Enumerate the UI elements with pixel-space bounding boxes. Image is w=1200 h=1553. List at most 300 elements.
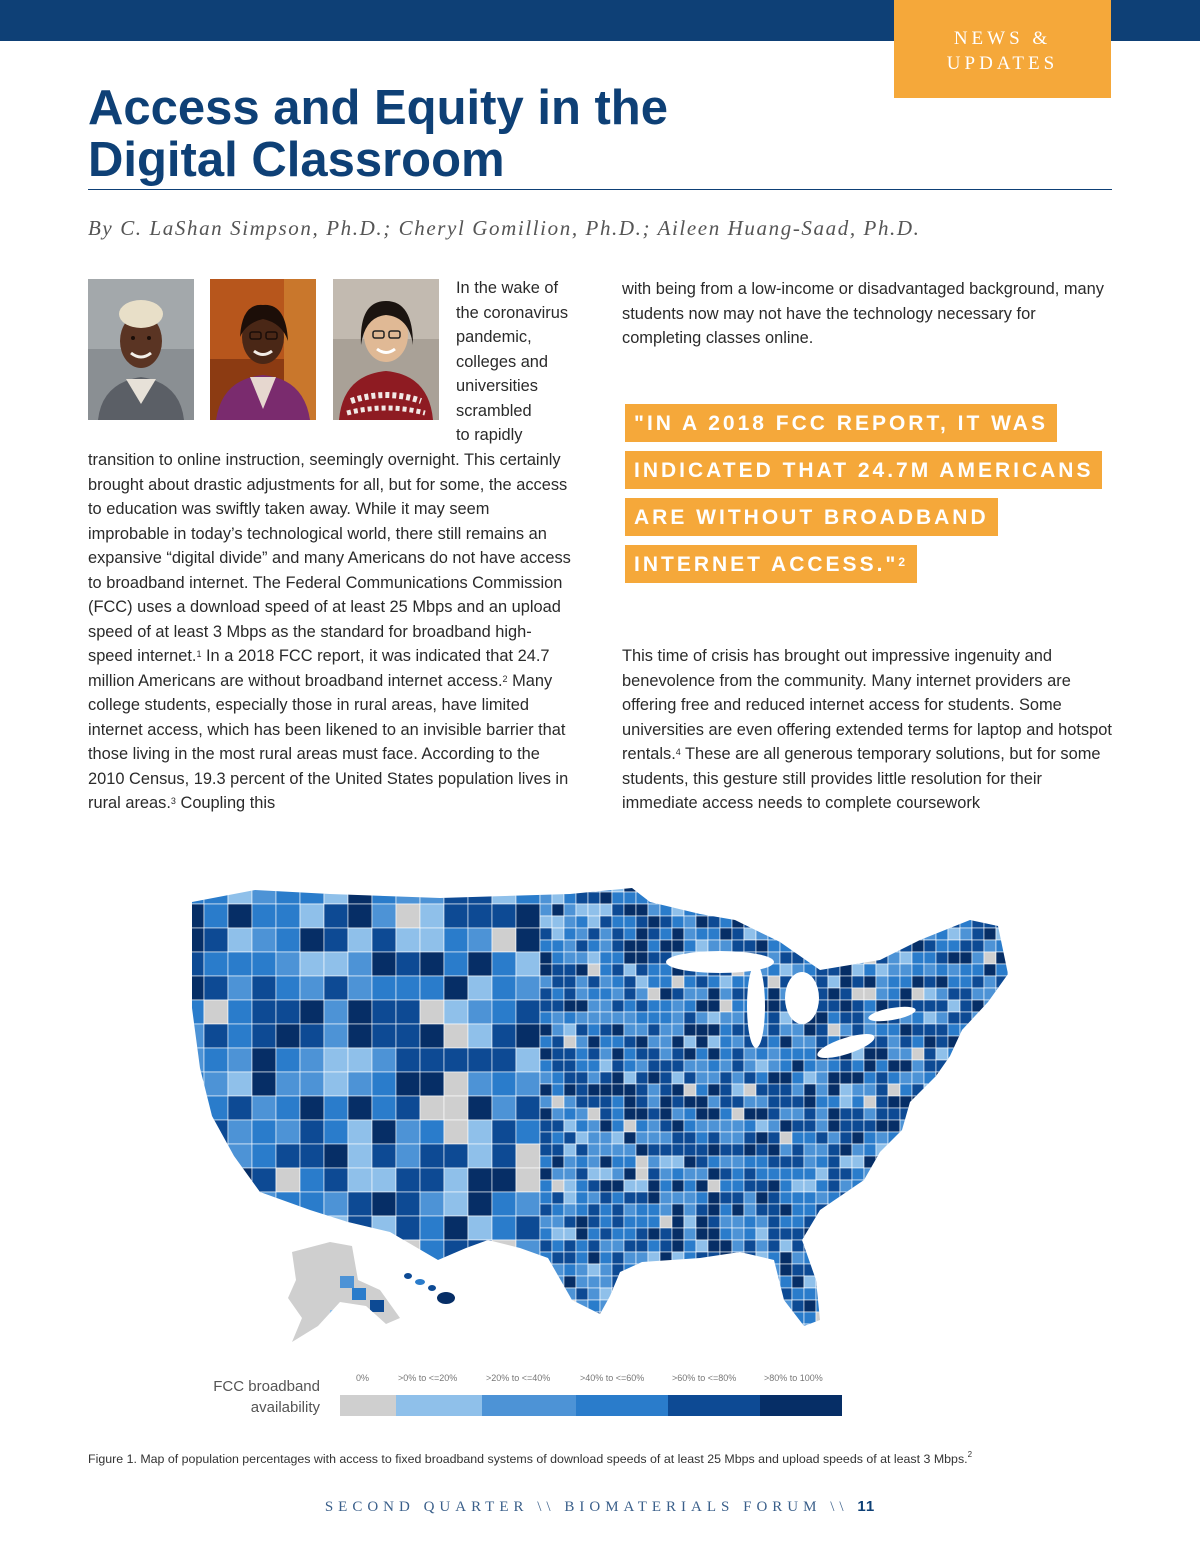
- county-tile: [352, 1288, 366, 1300]
- county-tile: [984, 1132, 996, 1144]
- county-tile: [936, 1288, 948, 1300]
- county-tile: [768, 1288, 780, 1300]
- county-tile: [840, 1108, 852, 1120]
- county-tile: [636, 1084, 648, 1096]
- county-tile: [1008, 1180, 1020, 1192]
- county-tile: [672, 880, 684, 892]
- county-tile: [636, 976, 648, 988]
- county-tile: [636, 1144, 648, 1156]
- county-tile: [696, 976, 708, 988]
- county-tile: [576, 1204, 588, 1216]
- county-tile: [900, 1264, 912, 1276]
- county-tile: [1008, 1288, 1020, 1300]
- county-tile: [996, 904, 1008, 916]
- county-tile: [900, 1168, 912, 1180]
- county-tile: [984, 1252, 996, 1264]
- county-tile: [708, 1168, 720, 1180]
- county-tile: [444, 952, 468, 976]
- county-tile: [756, 1060, 768, 1072]
- county-tile: [348, 1024, 372, 1048]
- county-tile: [840, 1168, 852, 1180]
- county-tile: [900, 880, 912, 892]
- county-tile: [744, 1048, 756, 1060]
- county-tile: [180, 1240, 204, 1264]
- county-tile: [612, 976, 624, 988]
- county-tile: [936, 1084, 948, 1096]
- county-tile: [300, 1168, 324, 1192]
- county-tile: [660, 1048, 672, 1060]
- county-tile: [1008, 976, 1020, 988]
- county-tile: [972, 1000, 984, 1012]
- county-tile: [924, 904, 936, 916]
- county-tile: [744, 1168, 756, 1180]
- county-tile: [984, 1108, 996, 1120]
- county-tile: [792, 1264, 804, 1276]
- county-tile: [924, 1288, 936, 1300]
- county-tile: [516, 1240, 540, 1264]
- county-tile: [624, 1348, 636, 1350]
- county-tile: [924, 880, 936, 892]
- county-tile: [816, 1288, 828, 1300]
- county-tile: [804, 1228, 816, 1240]
- county-tile: [996, 928, 1008, 940]
- county-tile: [612, 1168, 624, 1180]
- county-tile: [720, 1000, 732, 1012]
- county-tile: [648, 940, 660, 952]
- county-tile: [780, 964, 792, 976]
- county-tile: [552, 880, 564, 892]
- county-tile: [672, 892, 684, 904]
- county-tile: [636, 940, 648, 952]
- county-tile: [612, 1252, 624, 1264]
- county-tile: [600, 1120, 612, 1132]
- county-tile: [972, 1216, 984, 1228]
- county-tile: [852, 1132, 864, 1144]
- county-tile: [516, 1288, 540, 1312]
- county-tile: [840, 1096, 852, 1108]
- county-tile: [780, 1300, 792, 1312]
- county-tile: [720, 880, 732, 892]
- county-tile: [816, 1180, 828, 1192]
- county-tile: [984, 1060, 996, 1072]
- county-tile: [276, 1096, 300, 1120]
- county-tile: [672, 1240, 684, 1252]
- county-tile: [1008, 1084, 1020, 1096]
- county-tile: [324, 880, 348, 904]
- county-tile: [792, 1132, 804, 1144]
- county-tile: [768, 916, 780, 928]
- county-tile: [648, 904, 660, 916]
- county-tile: [828, 952, 840, 964]
- county-tile: [324, 1000, 348, 1024]
- county-tile: [228, 1168, 252, 1192]
- county-tile: [588, 1120, 600, 1132]
- county-tile: [828, 1288, 840, 1300]
- county-tile: [540, 916, 552, 928]
- county-tile: [372, 1072, 396, 1096]
- county-tile: [948, 1288, 960, 1300]
- county-tile: [276, 976, 300, 1000]
- county-tile: [912, 1060, 924, 1072]
- county-tile: [660, 1288, 672, 1300]
- county-tile: [468, 1120, 492, 1144]
- county-tile: [768, 1084, 780, 1096]
- county-tile: [540, 976, 552, 988]
- county-tile: [228, 1000, 252, 1024]
- county-tile: [588, 1156, 600, 1168]
- county-tile: [1008, 1204, 1020, 1216]
- county-tile: [708, 1264, 720, 1276]
- county-tile: [420, 880, 444, 904]
- county-tile: [792, 880, 804, 892]
- county-tile: [792, 904, 804, 916]
- county-tile: [648, 892, 660, 904]
- county-tile: [768, 1228, 780, 1240]
- county-tile: [576, 1144, 588, 1156]
- county-tile: [672, 928, 684, 940]
- county-tile: [468, 1000, 492, 1024]
- county-tile: [468, 1336, 492, 1350]
- county-tile: [576, 1288, 588, 1300]
- county-tile: [324, 904, 348, 928]
- county-tile: [636, 1288, 648, 1300]
- county-tile: [252, 1096, 276, 1120]
- county-tile: [552, 1156, 564, 1168]
- county-tile: [948, 1168, 960, 1180]
- county-tile: [780, 952, 792, 964]
- body-text: Coupling this: [175, 794, 276, 812]
- county-tile: [888, 1300, 900, 1312]
- county-tile: [864, 1072, 876, 1084]
- county-tile: [252, 904, 276, 928]
- county-tile: [972, 916, 984, 928]
- title-divider: [88, 189, 1112, 190]
- county-tile: [864, 1156, 876, 1168]
- county-tile: [840, 1120, 852, 1132]
- county-tile: [708, 928, 720, 940]
- county-tile: [960, 1168, 972, 1180]
- county-tile: [792, 1120, 804, 1132]
- county-tile: [588, 1144, 600, 1156]
- county-tile: [564, 1168, 576, 1180]
- county-tile: [948, 1336, 960, 1348]
- county-tile: [876, 1336, 888, 1348]
- county-tile: [900, 892, 912, 904]
- county-tile: [252, 1192, 276, 1216]
- county-tile: [864, 1108, 876, 1120]
- county-tile: [756, 1240, 768, 1252]
- county-tile: [612, 1288, 624, 1300]
- county-tile: [540, 1288, 552, 1300]
- county-tile: [720, 1228, 732, 1240]
- county-tile: [996, 1264, 1008, 1276]
- county-tile: [948, 988, 960, 1000]
- county-tile: [600, 1252, 612, 1264]
- county-tile: [636, 1024, 648, 1036]
- county-tile: [564, 952, 576, 964]
- county-tile: [372, 928, 396, 952]
- county-tile: [708, 1348, 720, 1350]
- county-tile: [708, 1072, 720, 1084]
- county-tile: [960, 904, 972, 916]
- county-tile: [732, 1036, 744, 1048]
- county-tile: [972, 1048, 984, 1060]
- county-tile: [708, 892, 720, 904]
- county-tile: [648, 976, 660, 988]
- county-tile: [672, 1252, 684, 1264]
- author-photo-gomillion: [210, 279, 316, 420]
- county-tile: [444, 880, 468, 904]
- county-tile: [324, 928, 348, 952]
- county-tile: [828, 1120, 840, 1132]
- county-tile: [516, 1336, 540, 1350]
- county-tile: [564, 1192, 576, 1204]
- county-tile: [540, 1300, 552, 1312]
- county-tile: [648, 988, 660, 1000]
- county-tile: [228, 1336, 252, 1350]
- county-tile: [720, 1264, 732, 1276]
- county-tile: [180, 1096, 204, 1120]
- county-tile: [576, 1120, 588, 1132]
- county-tile: [1008, 1072, 1020, 1084]
- county-tile: [552, 916, 564, 928]
- county-tile: [612, 1156, 624, 1168]
- county-tile: [840, 1180, 852, 1192]
- county-tile: [1008, 940, 1020, 952]
- county-tile: [996, 1180, 1008, 1192]
- county-tile: [276, 1192, 300, 1216]
- county-tile: [876, 1180, 888, 1192]
- county-tile: [768, 940, 780, 952]
- county-tile: [396, 904, 420, 928]
- county-tile: [840, 1300, 852, 1312]
- county-tile: [468, 1288, 492, 1312]
- county-tile: [960, 1000, 972, 1012]
- text-line: colleges and: [456, 352, 549, 371]
- county-tile: [708, 1180, 720, 1192]
- county-tile: [636, 988, 648, 1000]
- body-text: transition to online instruction, seemingly overnight. This certainly brought about drastic adjustments for all, but for some, the access to education was swiftly taken away. While it may seem improbable in today’s technological world, there still remains an expansive “digital divide” and many Americans do not have access to broadband internet. The Federal Communications Commission (FCC) uses a download speed of at least 25 Mbps and an upload speed of at least 3 Mbps as the standard for broadband high-speed internet.: [88, 451, 571, 665]
- county-tile: [636, 1072, 648, 1084]
- county-tile: [672, 1000, 684, 1012]
- county-tile: [552, 1144, 564, 1156]
- county-tile: [696, 1228, 708, 1240]
- county-tile: [828, 1204, 840, 1216]
- county-tile: [972, 1036, 984, 1048]
- county-tile: [828, 1264, 840, 1276]
- county-tile: [996, 1108, 1008, 1120]
- county-tile: [720, 1084, 732, 1096]
- county-tile: [420, 928, 444, 952]
- county-tile: [948, 1132, 960, 1144]
- county-tile: [588, 1324, 600, 1336]
- county-tile: [372, 1000, 396, 1024]
- county-tile: [672, 1204, 684, 1216]
- county-tile: [660, 988, 672, 1000]
- county-tile: [996, 916, 1008, 928]
- county-tile: [684, 1228, 696, 1240]
- county-tile: [492, 952, 516, 976]
- county-tile: [372, 1120, 396, 1144]
- county-tile: [852, 1144, 864, 1156]
- column-2-top: with being from a low-income or disadvantaged background, many students now may not have the technology necessary for completing classes online.: [622, 280, 1104, 347]
- county-tile: [840, 1024, 852, 1036]
- county-tile: [984, 1024, 996, 1036]
- county-tile: [1008, 916, 1020, 928]
- county-tile: [936, 1108, 948, 1120]
- county-tile: [228, 1048, 252, 1072]
- county-tile: [816, 1084, 828, 1096]
- county-tile: [648, 1156, 660, 1168]
- county-tile: [492, 1048, 516, 1072]
- county-tile: [564, 1060, 576, 1072]
- county-tile: [900, 928, 912, 940]
- county-tile: [672, 1084, 684, 1096]
- section-tag-line: UPDATES: [946, 53, 1059, 74]
- county-tile: [804, 928, 816, 940]
- county-tile: [588, 1060, 600, 1072]
- county-tile: [996, 1240, 1008, 1252]
- county-tile: [1008, 1108, 1020, 1120]
- county-tile: [696, 988, 708, 1000]
- county-tile: [852, 1324, 864, 1336]
- county-tile: [828, 1144, 840, 1156]
- county-tile: [768, 1336, 780, 1348]
- county-tile: [828, 1240, 840, 1252]
- county-tile: [888, 1348, 900, 1350]
- county-tile: [888, 904, 900, 916]
- county-tile: [984, 904, 996, 916]
- county-tile: [804, 1288, 816, 1300]
- county-tile: [612, 1120, 624, 1132]
- county-tile: [756, 892, 768, 904]
- county-tile: [924, 1096, 936, 1108]
- county-tile: [672, 1180, 684, 1192]
- county-tile: [984, 1216, 996, 1228]
- county-tile: [636, 928, 648, 940]
- county-tile: [876, 1072, 888, 1084]
- county-tile: [696, 1000, 708, 1012]
- county-tile: [540, 1252, 552, 1264]
- county-tile: [888, 1288, 900, 1300]
- county-tile: [768, 1216, 780, 1228]
- county-tile: [636, 1312, 648, 1324]
- county-tile: [888, 916, 900, 928]
- county-tile: [996, 1252, 1008, 1264]
- footer-separator: \\: [537, 1499, 556, 1515]
- county-tile: [564, 1288, 576, 1300]
- county-tile: [564, 964, 576, 976]
- county-tile: [696, 1300, 708, 1312]
- county-tile: [340, 1276, 354, 1288]
- county-tile: [780, 1036, 792, 1048]
- county-tile: [912, 1048, 924, 1060]
- county-tile: [900, 1048, 912, 1060]
- county-tile: [876, 1312, 888, 1324]
- pull-quote-text: INTERNET ACCESS.": [634, 553, 899, 576]
- county-tile: [324, 976, 348, 1000]
- county-tile: [180, 952, 204, 976]
- county-tile: [972, 880, 984, 892]
- county-tile: [708, 1252, 720, 1264]
- county-tile: [444, 1096, 468, 1120]
- county-tile: [792, 1048, 804, 1060]
- county-tile: [936, 1036, 948, 1048]
- county-tile: [684, 1336, 696, 1348]
- county-tile: [600, 1168, 612, 1180]
- county-tile: [444, 1072, 468, 1096]
- county-tile: [516, 1048, 540, 1072]
- county-tile: [370, 1300, 384, 1312]
- county-tile: [696, 1144, 708, 1156]
- county-tile: [708, 1048, 720, 1060]
- county-tile: [540, 1324, 552, 1336]
- county-tile: [732, 1252, 744, 1264]
- county-tile: [996, 940, 1008, 952]
- county-tile: [840, 1240, 852, 1252]
- county-tile: [612, 1012, 624, 1024]
- county-tile: [948, 1276, 960, 1288]
- county-tile: [624, 988, 636, 1000]
- county-tile: [684, 1156, 696, 1168]
- county-tile: [888, 976, 900, 988]
- county-tile: [648, 1300, 660, 1312]
- county-tile: [828, 1276, 840, 1288]
- county-tile: [900, 964, 912, 976]
- county-tile: [924, 1000, 936, 1012]
- county-tile: [972, 1300, 984, 1312]
- county-tile: [984, 976, 996, 988]
- county-tile: [516, 1000, 540, 1024]
- county-tile: [756, 1300, 768, 1312]
- county-tile: [516, 976, 540, 1000]
- county-tile: [1008, 1264, 1020, 1276]
- county-tile: [924, 1108, 936, 1120]
- county-tile: [888, 1240, 900, 1252]
- county-tile: [576, 1240, 588, 1252]
- county-tile: [864, 928, 876, 940]
- county-tile: [852, 1108, 864, 1120]
- county-tile: [660, 1336, 672, 1348]
- county-tile: [960, 1060, 972, 1072]
- county-tile: [672, 940, 684, 952]
- county-tile: [816, 904, 828, 916]
- county-tile: [864, 1300, 876, 1312]
- county-tile: [348, 904, 372, 928]
- county-tile: [180, 1336, 204, 1350]
- county-tile: [888, 928, 900, 940]
- county-tile: [864, 1048, 876, 1060]
- county-tile: [948, 1120, 960, 1132]
- county-tile: [1008, 952, 1020, 964]
- county-tile: [540, 1036, 552, 1048]
- county-tile: [252, 928, 276, 952]
- county-tile: [348, 928, 372, 952]
- county-tile: [888, 964, 900, 976]
- county-tile: [912, 940, 924, 952]
- county-tile: [984, 1300, 996, 1312]
- county-tile: [516, 1216, 540, 1240]
- county-tile: [768, 1192, 780, 1204]
- county-tile: [792, 1168, 804, 1180]
- county-tile: [420, 952, 444, 976]
- county-tile: [924, 1024, 936, 1036]
- county-tile: [936, 1156, 948, 1168]
- county-tile: [984, 1156, 996, 1168]
- county-tile: [444, 1168, 468, 1192]
- county-tile: [564, 1264, 576, 1276]
- county-tile: [768, 892, 780, 904]
